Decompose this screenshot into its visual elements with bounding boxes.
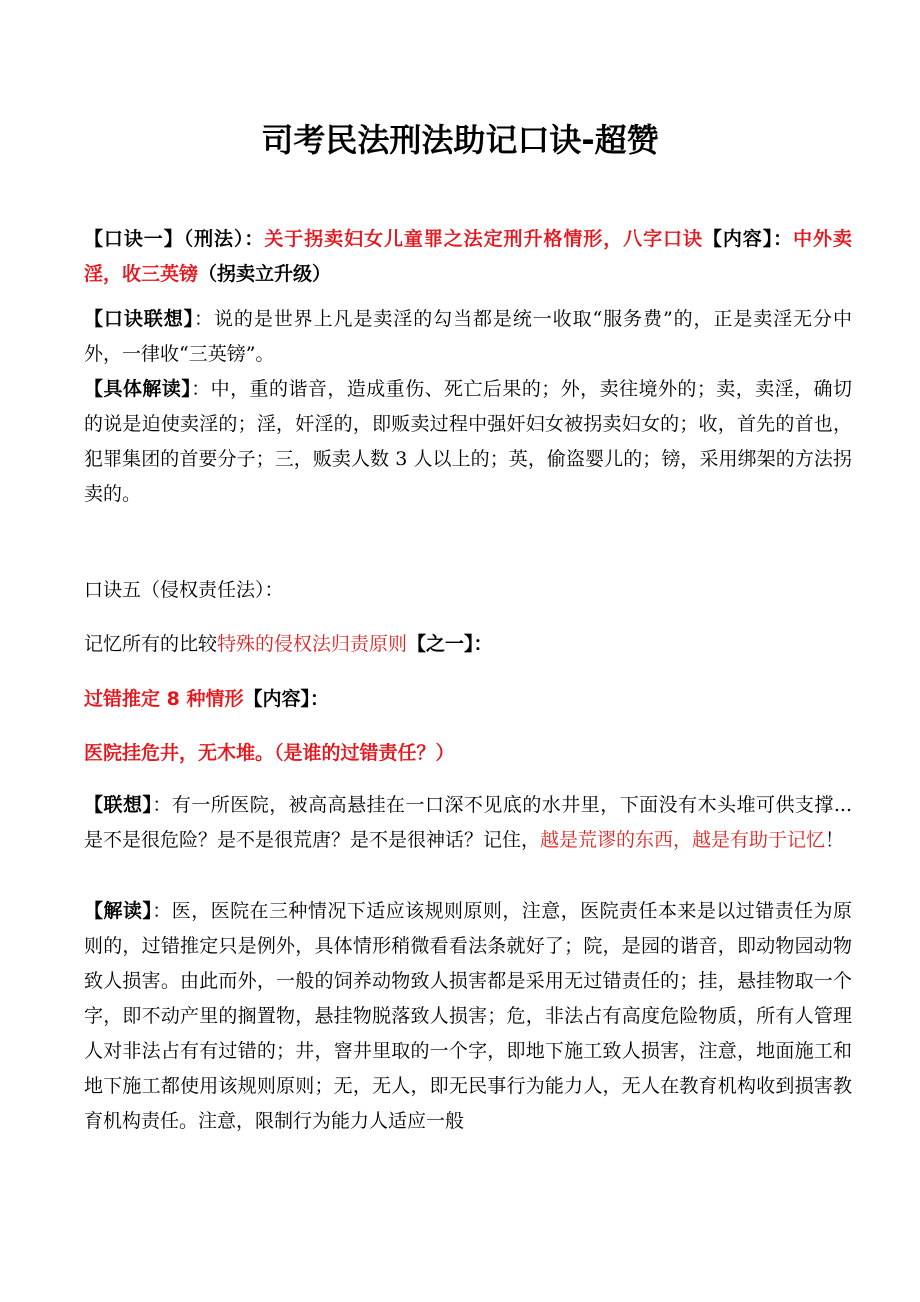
- mnemonic-1-category: （刑法）：: [183, 228, 265, 250]
- mnemonic-5-memory: [84, 627, 852, 662]
- mnemonic-1-topic: 关于拐卖妇女儿童罪之法定刑升格情形，八字口诀: [264, 228, 703, 250]
- interpretation-text: ：中，重的谐音，造成重伤、死亡后果的；外，卖往境外的；卖，卖淫，确切的说是迫使卖淫的；淫，奸淫的，即贩卖过程中强奸妇女被拐卖妇女的；收，首先的首也，犯罪集团的首要分子；三，贩卖人数 3 人以上的；英，偷盗婴儿的；镑，采用绑架的方法拐卖的。: [84, 378, 852, 505]
- mnemonic-5-content: [84, 736, 852, 771]
- association-text: ：说的是世界上凡是卖淫的勾当都是统一收取“服务费”的，正是卖淫无分中外，一律收“三英镑”。: [84, 308, 852, 365]
- mnemonic-1-association: [84, 302, 852, 372]
- situation-content-label: 【内容】：: [243, 688, 329, 710]
- interpretation-label: 【解读】: [84, 900, 153, 922]
- association-highlight: 越是荒谬的东西，越是有助于记忆: [540, 829, 826, 851]
- situation-title: 过错推定 8 种情形: [84, 688, 244, 710]
- page-title: 司考民法刑法助记口诀-超赞: [261, 121, 659, 159]
- mnemonic-1-header: [84, 222, 852, 292]
- mnemonic-1-interpretation: [84, 372, 852, 512]
- interpretation-label: 【具体解读】: [84, 378, 192, 400]
- memory-highlight: 特殊的侵权法归责原则: [217, 633, 408, 655]
- mnemonic-5-situations: [84, 682, 852, 717]
- memory-suffix: 【之一】：: [407, 633, 493, 655]
- association-end: ！: [825, 829, 845, 851]
- association-label: 【口诀联想】: [84, 308, 195, 330]
- mnemonic-5-association: [84, 788, 852, 858]
- interpretation-text: ：医，医院在三种情况下适应该规则原则，注意，医院责任本来是以过错责任为原则的，过错推定只是例外，具体情形稍微看看法条就好了；院，是园的谐音，即动物园动物致人损害。由此而外，一般的饲养动物致人损害都是采用无过错责任的；挂，悬挂物取一个字，即不动产里的搁置物，悬挂物脱落致人损害；危，非法占有高度危险物质，所有人管理人对非法占有有过错的；井，窨井里取的一个字，即地下施工致人损害，注意，地面施工和地下施工都使用该规则原则；无，无人，即无民事行为能力人，无人在教育机构收到损害教育机构责任。注意，限制行为能力人适应一般: [84, 900, 852, 1132]
- memory-prefix: 记忆所有的比较: [84, 633, 218, 655]
- association-label: 【联想】: [84, 794, 153, 816]
- mnemonic-5-heading: 口诀五（侵权责任法）：: [84, 579, 284, 601]
- mnemonic-5-interpretation: [84, 894, 852, 1139]
- association-text: ：有一所医院，被高高悬挂在一口深不见底的水井里，下面没有木头堆可供支撑...是不是很危险？是不是很荒唐？是不是很神话？记住，: [84, 794, 852, 851]
- mnemonic-1-content: 中外卖淫，收三英镑: [84, 228, 852, 285]
- mnemonic-5-content-text: 医院挂危井，无木堆。（是谁的过错责任？）: [84, 742, 455, 764]
- mnemonic-1-content-label: 【内容】：: [702, 228, 794, 250]
- mnemonic-1-content-note: （拐卖立升级）: [198, 263, 332, 285]
- mnemonic-1-label: 【口诀一】: [84, 228, 184, 250]
